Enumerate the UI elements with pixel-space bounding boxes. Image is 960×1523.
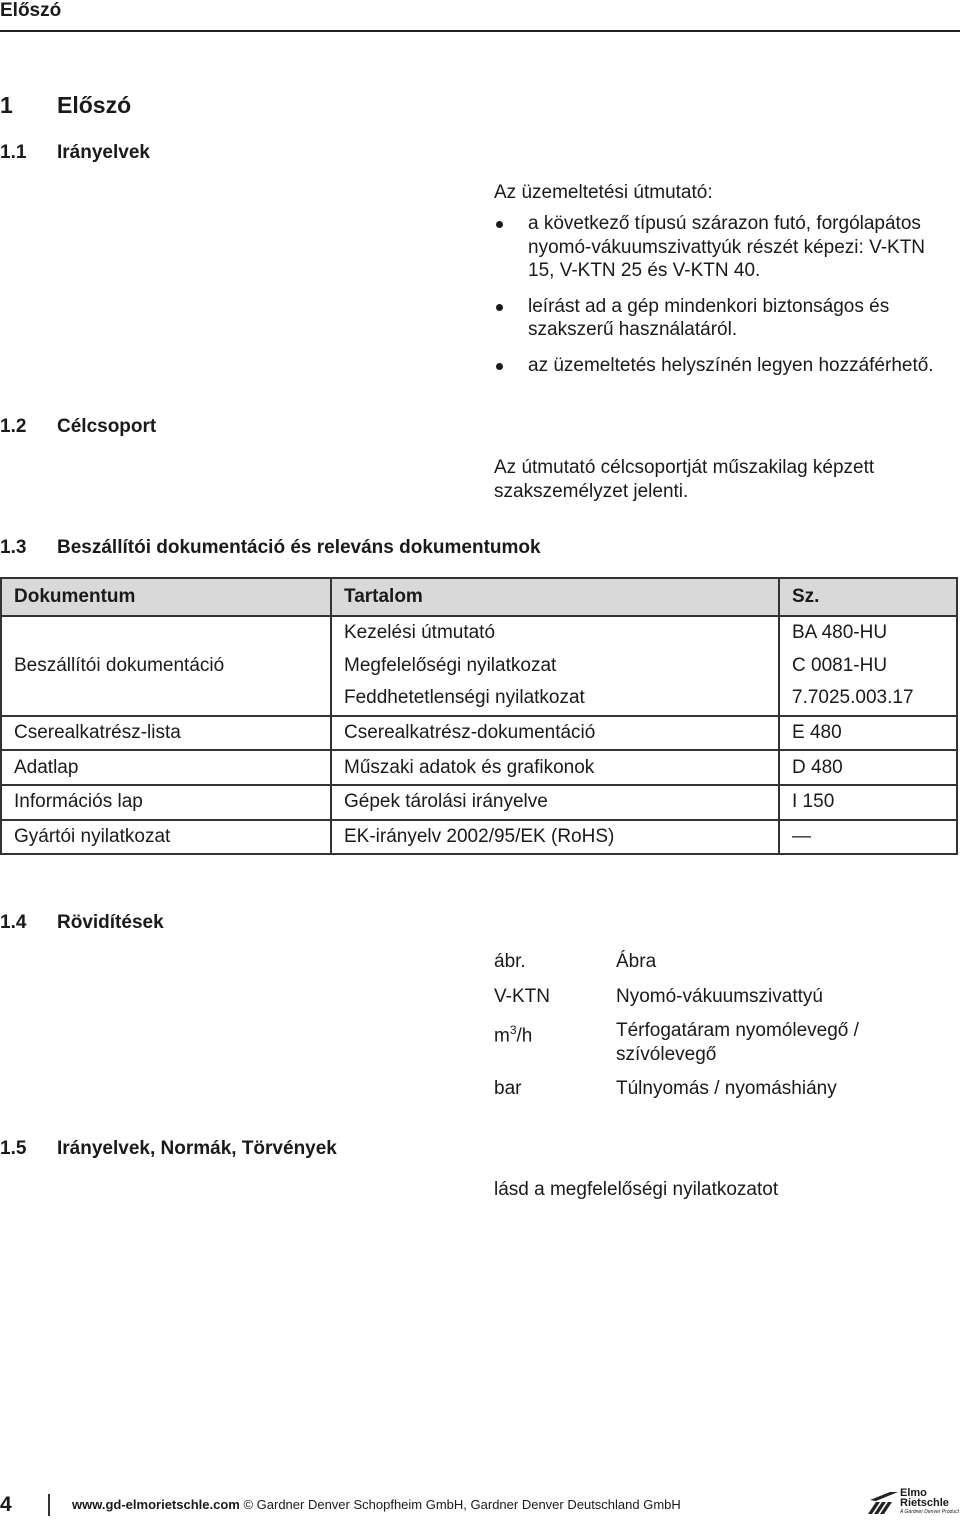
table-row (1, 820, 957, 855)
table-cell: Információs lap (1, 785, 331, 820)
table-cell: EK-irányelv 2002/95/EK (RoHS) (331, 820, 779, 855)
abbreviation-superscript: 3 (509, 1023, 517, 1037)
header-divider (0, 30, 960, 32)
table-cell: E 480 (779, 716, 957, 751)
list-item (494, 1077, 956, 1101)
section-number: 1.5 (0, 1138, 27, 1159)
table-cell: — (779, 820, 957, 855)
column-header: Sz. (779, 578, 957, 616)
table-cell: Megfelelőségi nyilatkozat (331, 650, 779, 683)
footer-url: www.gd-elmorietschle.com (72, 1497, 240, 1512)
list-item (494, 354, 956, 378)
chapter-title (0, 92, 131, 119)
chapter-number: 1 (0, 92, 13, 118)
brand-logo (866, 1488, 960, 1518)
table-row (1, 616, 957, 650)
abbreviation-meaning: Nyomó-vákuumszivattyú (616, 985, 823, 1007)
section-number: 1.2 (0, 416, 27, 437)
table-cell: Gyártói nyilatkozat (1, 820, 331, 855)
guidelines-intro: Az üzemeltetési útmutató: (494, 182, 713, 203)
bullet-icon (496, 363, 503, 370)
list-item (494, 950, 956, 974)
column-header: Tartalom (331, 578, 779, 616)
guidelines-list (494, 212, 956, 389)
logo-tagline: A Gardner Denver Product (900, 1509, 960, 1515)
section-number: 1.4 (0, 912, 27, 933)
list-item (494, 1019, 956, 1066)
section-number: 1.3 (0, 537, 27, 558)
list-item (494, 212, 956, 283)
documents-table (0, 577, 958, 855)
section-title: Irányelvek (57, 142, 150, 163)
table-header-row (1, 578, 957, 616)
abbreviation (494, 1019, 616, 1066)
section-title: Rövidítések (57, 912, 164, 933)
list-item (494, 295, 956, 342)
section-number: 1.1 (0, 142, 27, 163)
section-heading-1-5 (0, 1138, 337, 1160)
list-item (494, 985, 956, 1009)
table-row (1, 716, 957, 751)
section-title: Beszállítói dokumentáció és releváns dokumentumok (57, 537, 541, 558)
footer-text (72, 1497, 681, 1512)
table-row (1, 785, 957, 820)
abbreviation-base: m (494, 1025, 510, 1047)
table-cell: Kezelési útmutató (331, 616, 779, 650)
abbreviation-meaning: Túlnyomás / nyomáshiány (616, 1078, 837, 1099)
section-heading-1-3 (0, 537, 541, 559)
list-item-text: leírást ad a gép mindenkori biztonságos és szakszerű használatáról. (528, 295, 890, 340)
table-cell: BA 480-HU (779, 616, 957, 650)
column-header: Dokumentum (1, 578, 331, 616)
running-header: Előszó (0, 0, 62, 21)
list-item-text: a következő típusú szárazon futó, forgólapátos nyomó-vákuumszivattyúk részét képezi: V-KTN 15, V-KTN 25 és V-KTN 40. (528, 213, 926, 281)
abbreviation-rest: /h (516, 1025, 533, 1047)
table-cell: I 150 (779, 785, 957, 820)
section-heading-1-1 (0, 142, 150, 164)
section-heading-1-4 (0, 912, 164, 934)
table-cell: C 0081-HU (779, 650, 957, 683)
page-number: 4 (0, 1493, 12, 1516)
target-group-text: Az útmutató célcsoportját műszakilag képzett szakszemélyzet jelenti. (494, 457, 875, 502)
abbreviation: V-KTN (494, 985, 550, 1007)
bullet-icon (496, 304, 503, 311)
table-cell: Beszállítói dokumentáció (1, 616, 331, 716)
table-cell: Cserealkatrész-dokumentáció (331, 716, 779, 751)
list-item-text: az üzemeltetés helyszínén legyen hozzáférhető. (528, 354, 934, 376)
table-cell: Cserealkatrész-lista (1, 716, 331, 751)
abbreviation: ábr. (494, 951, 526, 972)
section-title: Irányelvek, Normák, Törvények (57, 1138, 337, 1159)
table-cell: Műszaki adatok és grafikonok (331, 750, 779, 785)
table-cell: 7.7025.003.17 (779, 682, 957, 716)
abbreviations-list (494, 950, 956, 1112)
table-cell: Feddhetetlenségi nyilatkozat (331, 682, 779, 716)
abbreviation-meaning: Térfogatáram nyomólevegő / szívólevegő (616, 1020, 859, 1065)
table-cell: Gépek tárolási irányelve (331, 785, 779, 820)
standards-text: lásd a megfelelőségi nyilatkozatot (494, 1179, 779, 1200)
table-row (1, 750, 957, 785)
abbreviation-meaning: Ábra (616, 951, 657, 972)
section-title: Célcsoport (57, 416, 157, 437)
footer-copyright: © Gardner Denver Schopfheim GmbH, Gardner Denver Deutschland GmbH (243, 1497, 681, 1512)
logo-text-rietschle: Rietschle (900, 1497, 949, 1509)
footer-divider (48, 1494, 50, 1516)
section-heading-1-2 (0, 416, 156, 438)
abbreviation: bar (494, 1078, 522, 1099)
chapter-title-text: Előszó (57, 92, 132, 118)
table-cell: D 480 (779, 750, 957, 785)
bullet-icon (496, 221, 503, 228)
table-cell: Adatlap (1, 750, 331, 785)
logo-text-elmo: Elmo (900, 1487, 927, 1499)
